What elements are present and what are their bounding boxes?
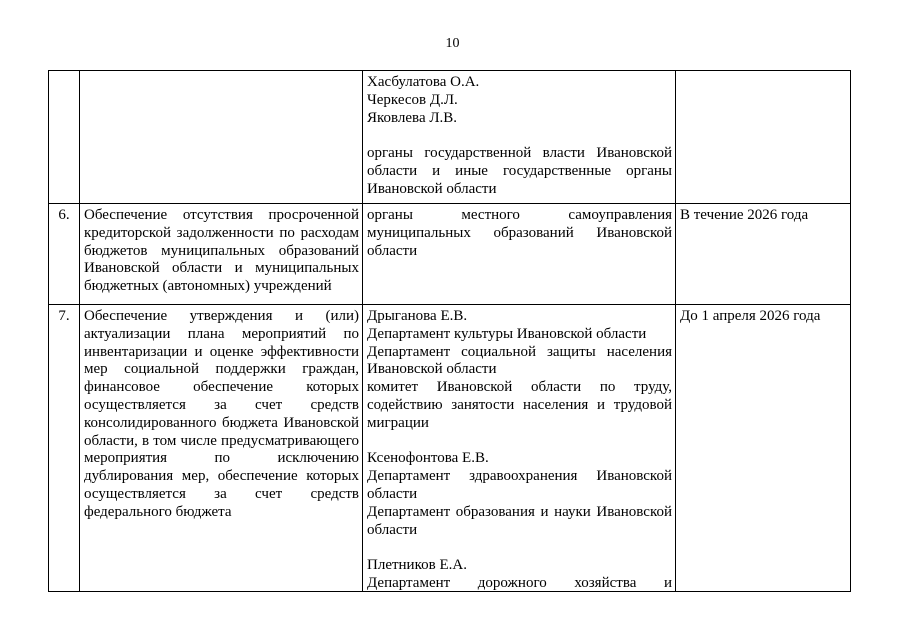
deadline-cell [676,305,851,592]
responsible-person: Черкесов Д.Л. [367,91,458,108]
row-number-cell [49,204,80,305]
activity-text: Обеспечение отсутствия просроченной кредиторской задолженности по расходам бюджетов муниципальных образований Ивановской области и муниципальных бюджетных (автономных) учреждений [84,207,359,295]
action-plan-table [48,70,851,592]
responsible-cell [363,204,676,305]
page-number: 10 [445,36,460,51]
responsible-org: комитет Ивановской области по труду, содействию занятости населения и трудовой миграции [367,379,672,431]
responsible-person: Ксенофонтова Е.В. [367,450,489,467]
responsible-org: органы государственной власти Ивановской области и иные государственные органы Ивановской области [367,145,672,197]
row-number: 7. [58,308,70,324]
activity-text [84,74,359,92]
table-row [49,71,851,204]
deadline-text: В течение 2026 года [680,207,809,223]
activity-cell [80,204,363,305]
responsible-cell [363,71,676,204]
row-number [51,74,77,92]
deadline-cell [676,71,851,204]
activity-text: Обеспечение утверждения и (или) актуализации плана мероприятий по инвентаризации и оценке эффективности мер социальной поддержки граждан, финансовое обеспечение которых осуществляется за счет средств консолидированного бюджета Ивановской области, в том числе предусматривающего мероприятия по исключению дублирования мер, обеспечение которых осуществляется за счет средств федерального бюджета [84,308,359,520]
row-number: 6. [58,207,70,223]
responsible-person: Плетников Е.А. [367,557,467,574]
responsible-org: Департамент дорожного хозяйства и [367,574,672,591]
deadline-cell [676,204,851,305]
blank-line [367,433,672,451]
responsible-person: Дрыганова Е.В. [367,308,468,324]
blank-line [367,127,672,145]
activity-cell [80,71,363,204]
activity-cell [80,305,363,592]
responsible-org: Департамент социальной защиты населения Ивановской области [367,343,672,378]
responsible-org: Департамент образования и науки Ивановской области [367,503,672,538]
responsible-org: Департамент здравоохранения Ивановской области [367,468,672,502]
blank-line [367,539,672,557]
table-row [49,204,851,305]
row-number-cell [49,71,80,204]
responsible-person: Хасбулатова О.А. [367,74,480,90]
responsible-cell [363,305,676,592]
responsible-person: Яковлева Л.В. [367,109,458,126]
table-row [49,305,851,592]
deadline-text [680,74,847,92]
responsible-org: органы местного самоуправления муниципальных образований Ивановской области [367,207,672,259]
responsible-org: Департамент культуры Ивановской области [367,325,647,342]
deadline-text: До 1 апреля 2026 года [680,308,821,324]
row-number-cell [49,305,80,592]
